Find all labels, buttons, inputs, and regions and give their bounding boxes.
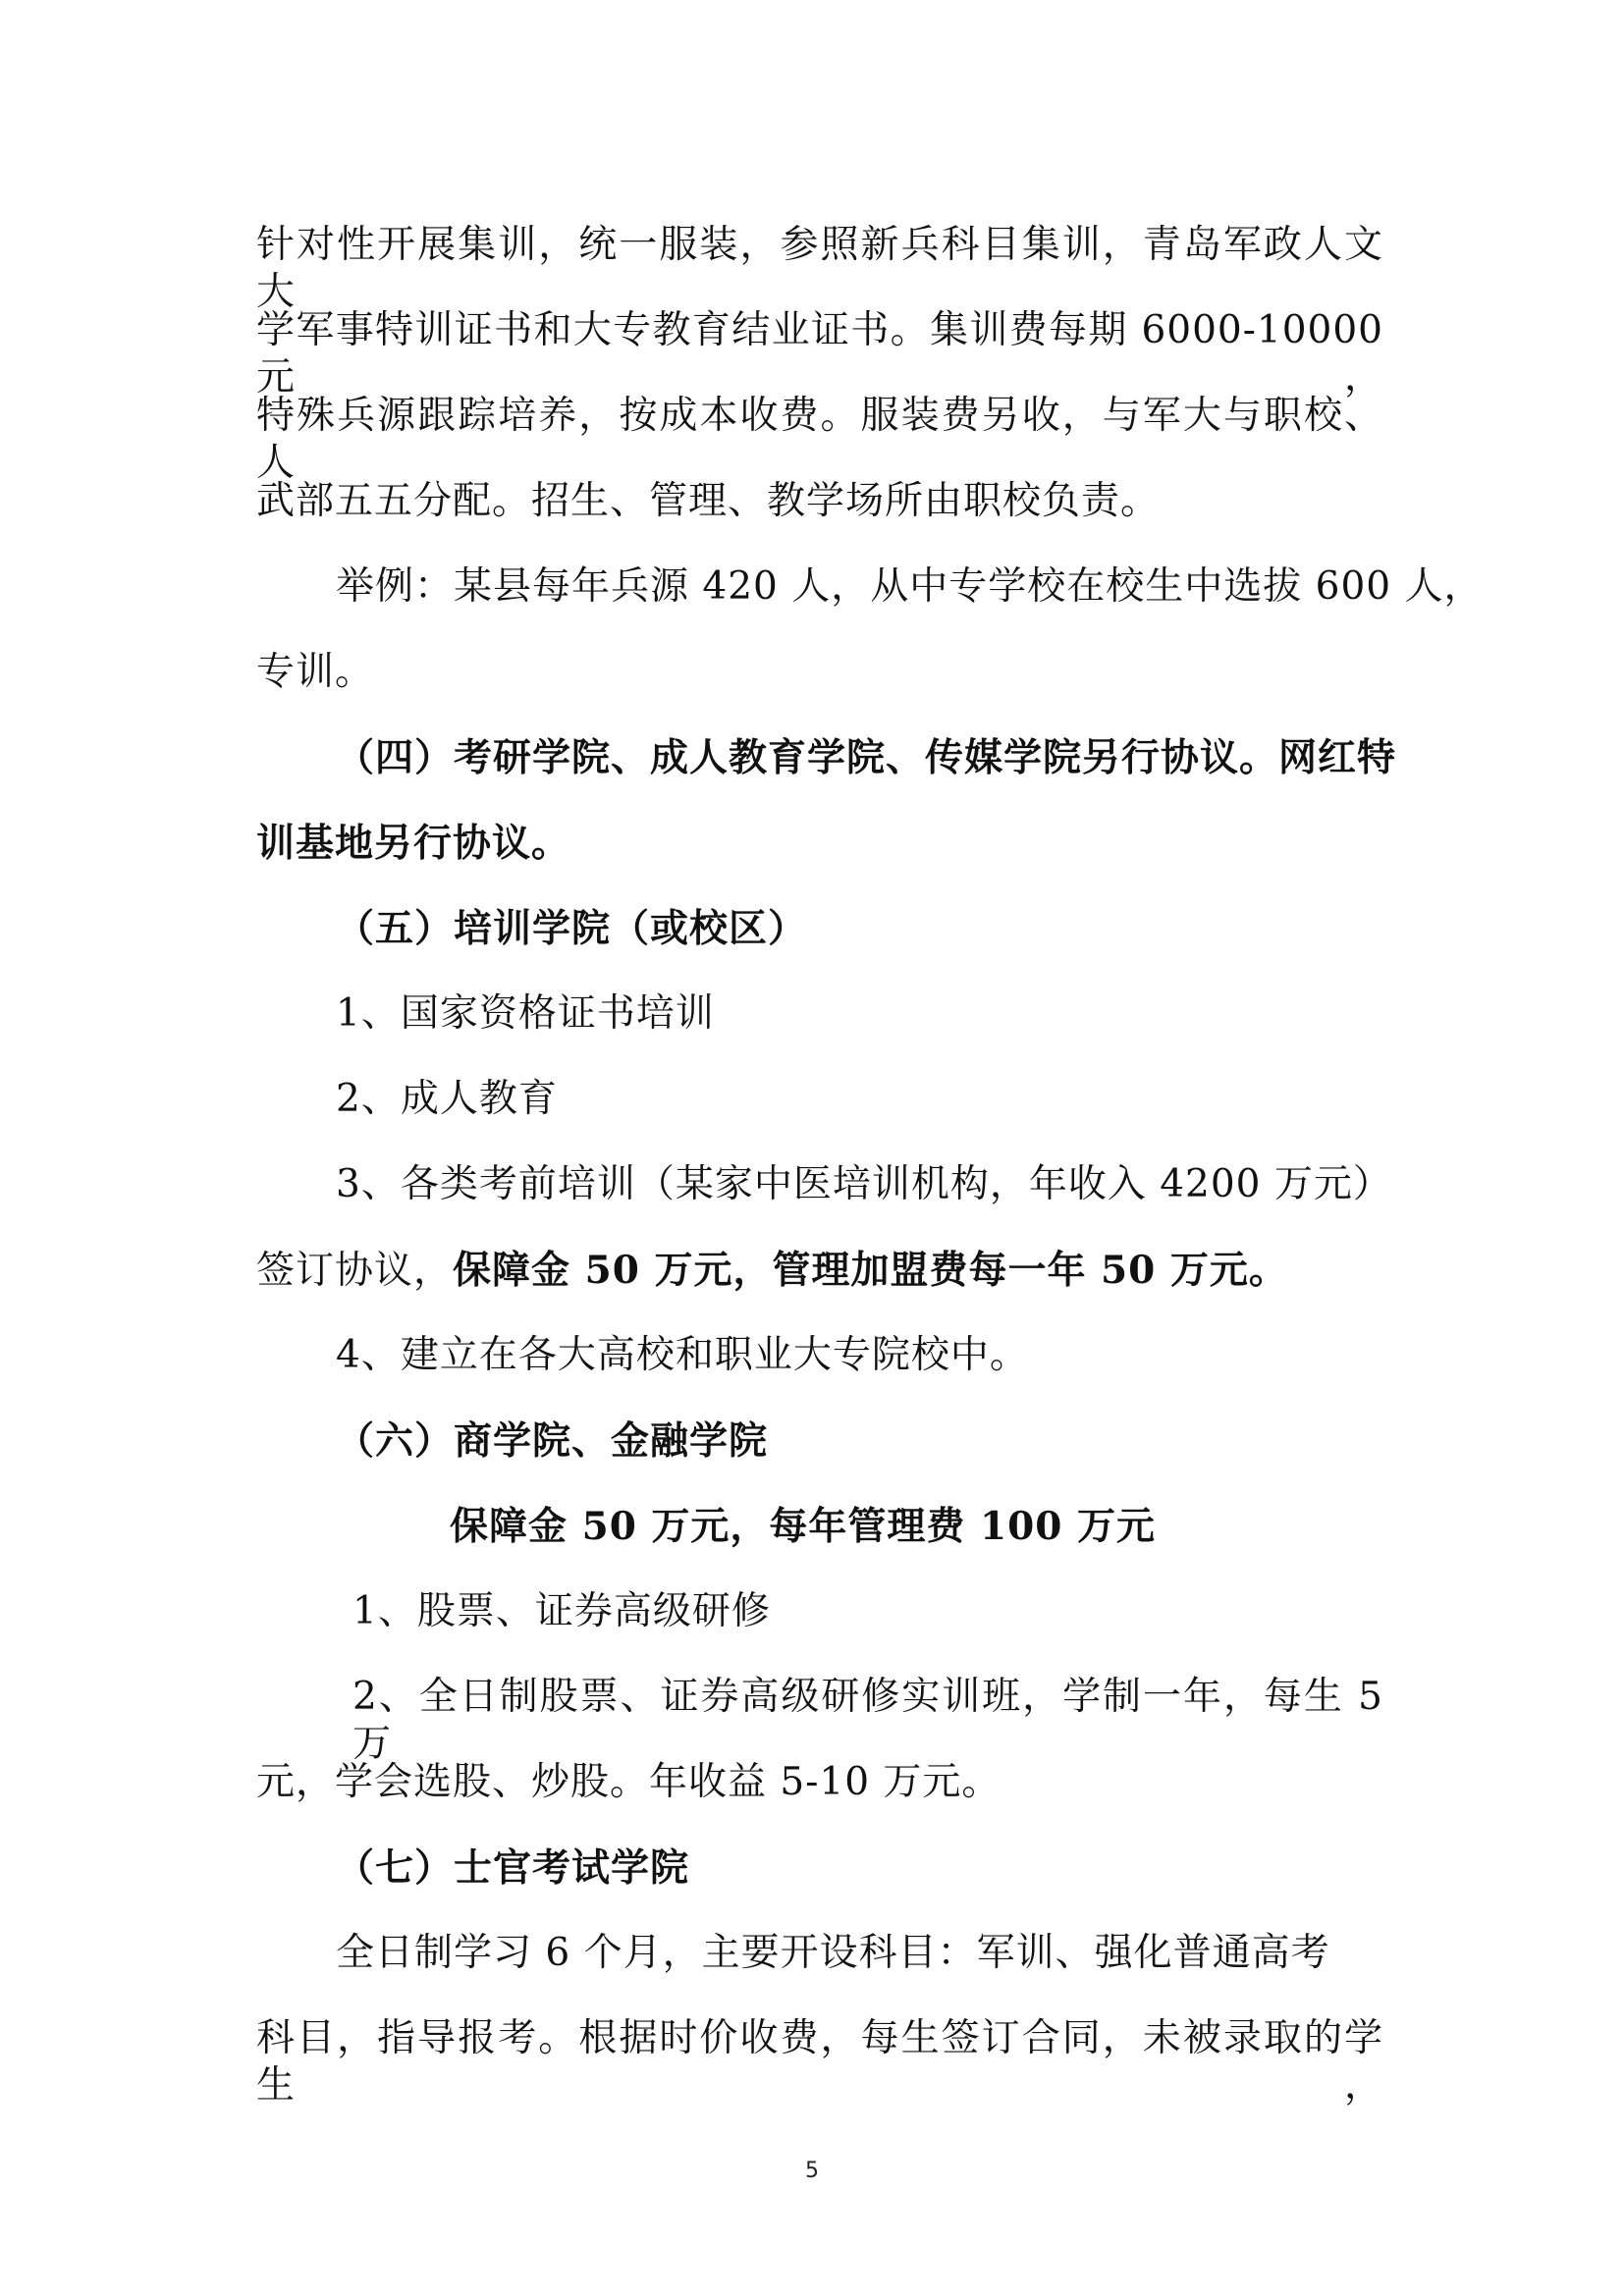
list-item: 2、全日制股票、证券高级研修实训班，学制一年，每生 5 万: [352, 1675, 1383, 1766]
agreement-terms: 保障金 50 万元，管理加盟费每一年 50 万元。: [453, 1248, 1288, 1293]
example-line: 举例：某县每年兵源 420 人，从中专学校在校生中选拔 600 人，: [336, 564, 1484, 609]
agreement-line: [256, 1247, 1288, 1295]
page-number: 5: [805, 2159, 819, 2183]
paragraph-line: 针对性开展集训，统一服装，参照新兵科目集训，青岛军政人文大: [256, 223, 1383, 314]
section-heading-6: （六）商学院、金融学院: [336, 1418, 769, 1464]
paragraph-line: 武部五五分配。招生、管理、教学场所由职校负责。: [256, 479, 1161, 523]
paragraph-line: 元，学会选股、炒股。年收益 5-10 万元。: [256, 1760, 1001, 1804]
list-item: 1、国家资格证书培训: [336, 991, 715, 1036]
paragraph-line: 科目，指导报考。根据时价收费，每生签订合同，未被录取的学生，: [256, 2016, 1383, 2108]
list-item: 4、建立在各大高校和职业大专院校中。: [336, 1333, 1029, 1377]
agreement-prefix: 签订协议，: [256, 1249, 454, 1293]
section-heading-4: （四）考研学院、成人教育学院、传媒学院另行协议。网红特: [336, 735, 1397, 780]
list-item: 1、股票、证券高级研修: [352, 1589, 771, 1633]
paragraph-line: 专训。: [256, 650, 375, 694]
section-heading-7: （七）士官考试学院: [336, 1845, 690, 1891]
paragraph-line: 特殊兵源跟踪培养，按成本收费。服装费另收，与军大与职校、人: [256, 394, 1383, 485]
fee-terms: 保障金 50 万元，每年管理费 100 万元: [450, 1504, 1156, 1549]
paragraph-line: 全日制学习 6 个月，主要开设科目：军训、强化普通高考: [336, 1931, 1330, 1975]
section-heading-5: （五）培训学院（或校区）: [336, 906, 808, 951]
paragraph-line: 学军事特训证书和大专教育结业证书。集训费每期 6000-10000 元，: [256, 308, 1383, 400]
list-item: 3、各类考前培训（某家中医培训机构，年收入 4200 万元）: [336, 1162, 1392, 1206]
list-item: 2、成人教育: [336, 1077, 558, 1121]
section-heading-4-cont: 训基地另行协议。: [256, 821, 571, 866]
